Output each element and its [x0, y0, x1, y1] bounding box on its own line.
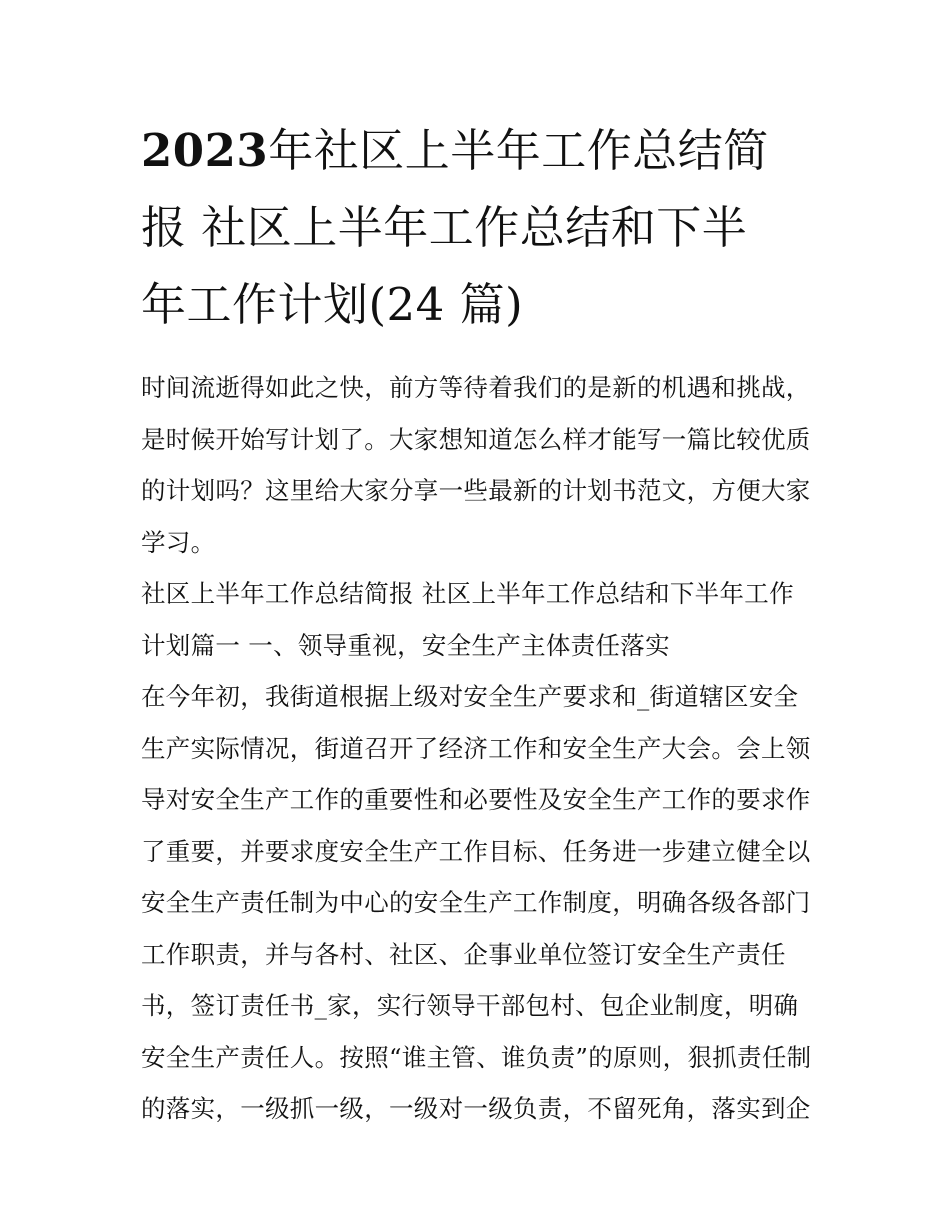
title-line [141, 189, 812, 266]
title-line [141, 112, 812, 189]
title-text: 报 社区上半年工作总结和下半 [141, 201, 748, 254]
body-line: 导对安全生产工作的重要性和必要性及安全生产工作的要求作 [141, 785, 811, 814]
title-text: 年工作计划(24 篇) [141, 278, 524, 331]
body-line: 时间流逝得如此之快，前方等待着我们的是新的机遇和挑战， [141, 373, 811, 402]
body-line: 安全生产责任制为中心的安全生产工作制度，明确各级各部门 [141, 888, 811, 917]
body-line: 是时候开始写计划了。大家想知道怎么样才能写一篇比较优质 [141, 424, 811, 454]
document-body [141, 362, 812, 1135]
body-line: 计划篇一 一、领导重视，安全生产主体责任落实 [141, 630, 670, 660]
body-line: 的落实，一级抓一级，一级对一级负责，不留死角，落实到企 [141, 1094, 811, 1123]
body-line: 工作职责，并与各村、社区、企事业单位签订安全生产责任 [141, 939, 786, 969]
document-title [141, 112, 812, 343]
body-line: 在今年初，我街道根据上级对安全生产要求和_街道辖区安全 [141, 682, 799, 711]
title-text: 年社区上半年工作总结简 [268, 124, 769, 177]
body-line: 书，签订责任书_家，实行领导干部包村、包企业制度，明确 [141, 991, 799, 1020]
body-line: 社区上半年工作总结简报 社区上半年工作总结和下半年工作 [141, 579, 794, 608]
body-line: 学习。 [141, 527, 216, 557]
title-year: 2023 [141, 124, 269, 177]
body-line: 安全生产责任人。按照“谁主管、谁负责”的原则，狠抓责任制 [141, 1042, 812, 1072]
body-line: 了重要，并要求度安全生产工作目标、任务进一步建立健全以 [141, 836, 811, 866]
title-line [141, 266, 812, 343]
body-line: 的计划吗？这里给大家分享一些最新的计划书范文，方便大家 [141, 476, 811, 505]
body-line: 生产实际情况，街道召开了经济工作和安全生产大会。会上领 [141, 733, 811, 763]
